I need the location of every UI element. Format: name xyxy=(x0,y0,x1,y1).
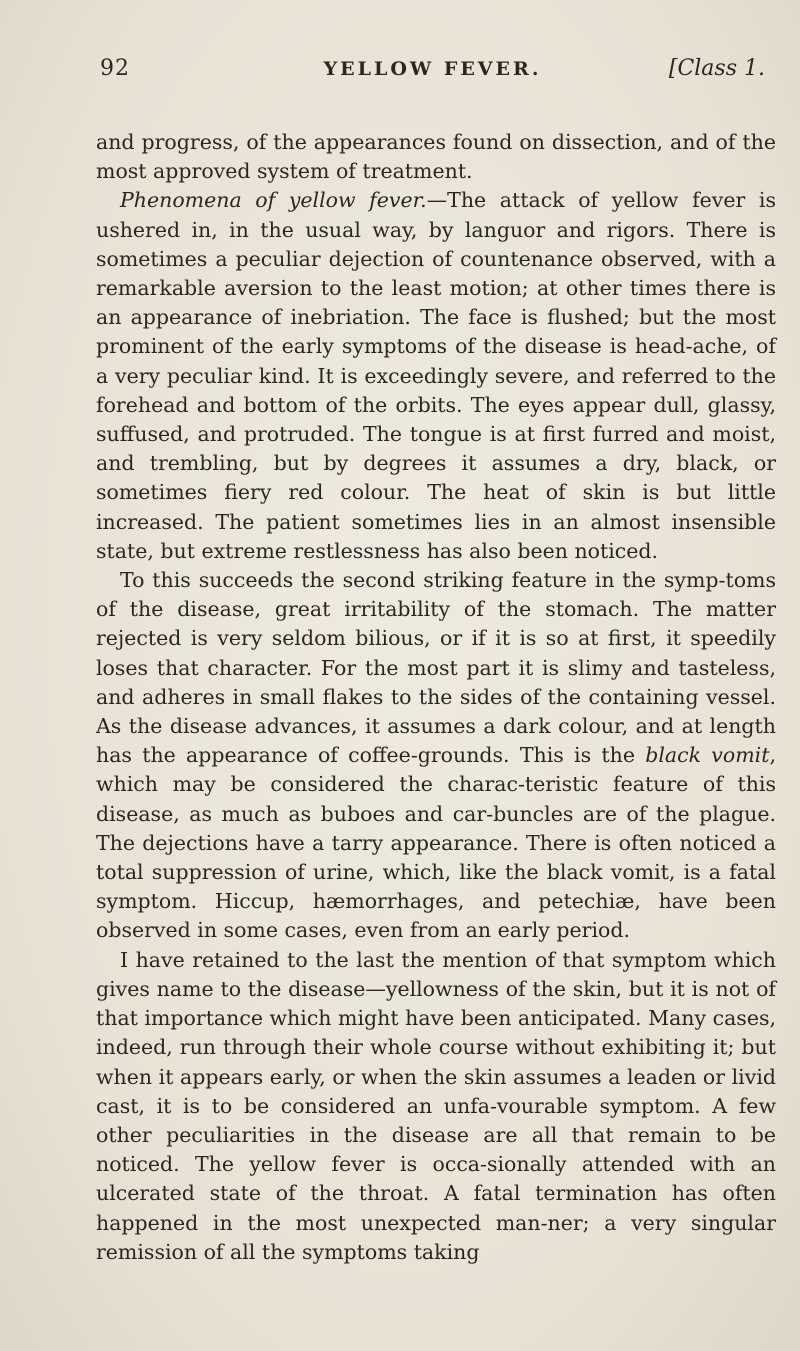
emphasis: black vomit xyxy=(645,743,770,768)
text-segment: and progress, of the appearances found on dissection, and of the most approved system of treatment. xyxy=(96,130,776,184)
text-segment: —The attack of yellow fever is ushered in, in the usual way, by languor and rigors. There is sometimes a peculiar dejection of countenance observed, with a remarkable aversion to the least motion; at other times there is an appearance of inebriation. The face is flushed; but the most prominent of the early symptoms of the disease is head-ache, of a very peculiar kind. It is exceedingly severe, and referred to the forehead and bottom of the orbits. The eyes appear dull, glassy, suffused, and protruded. The tongue is at first furred and moist, and trembling, but by degrees it assumes a dry, black, or sometimes fiery red colour. The heat of skin is but little increased. The patient sometimes lies in an almost insensible state, but extreme restlessness has also been noticed. xyxy=(96,188,777,563)
paragraph xyxy=(96,946,776,1267)
class-label: [Class 1. xyxy=(668,56,765,81)
paragraph xyxy=(96,186,776,566)
page-header xyxy=(100,56,765,96)
text-segment: To this succeeds the second striking feature in the symp-toms of the disease, great irritability of the stomach. The matter rejected is very seldom bilious, or if it is so at first, it speedily loses that character. For the most part it is slimy and tasteless, and adheres in small flakes to the sides of the containing vessel. As the disease advances, it assumes a dark colour, and at length has the appearance of coffee-grounds. This is the xyxy=(96,568,776,768)
text-segment: , which may be considered the charac-teristic feature of this disease, as much as buboes and car-buncles are of the plague. The dejections have a tarry appearance. There is often noticed a total suppression of urine, which, like the black vomit, is a fatal symptom. Hiccup, hæmorrhages, and petechiæ, have been observed in some cases, even from an early period. xyxy=(96,743,776,943)
body-text xyxy=(96,128,776,1267)
running-title: YELLOW FEVER. xyxy=(323,58,542,80)
paragraph xyxy=(96,128,776,186)
text-segment: I have retained to the last the mention of that symptom which gives name to the disease—yellowness of the skin, but it is not of that importance which might have been anticipated. Many cases, indeed, run through their whole course without exhibiting it; but when it appears early, or when the skin assumes a leaden or livid cast, it is to be considered an unfa-vourable symptom. A few other peculiarities in the disease are all that remain to be noticed. The yellow fever is occa-sionally attended with an ulcerated state of the throat. A fatal termination has often happened in the most unexpected man-ner; a very singular remission of all the symptoms taking xyxy=(96,947,776,1264)
paragraph xyxy=(96,566,776,946)
page-number: 92 xyxy=(100,56,130,81)
section-heading: Phenomena of yellow fever. xyxy=(120,188,427,213)
